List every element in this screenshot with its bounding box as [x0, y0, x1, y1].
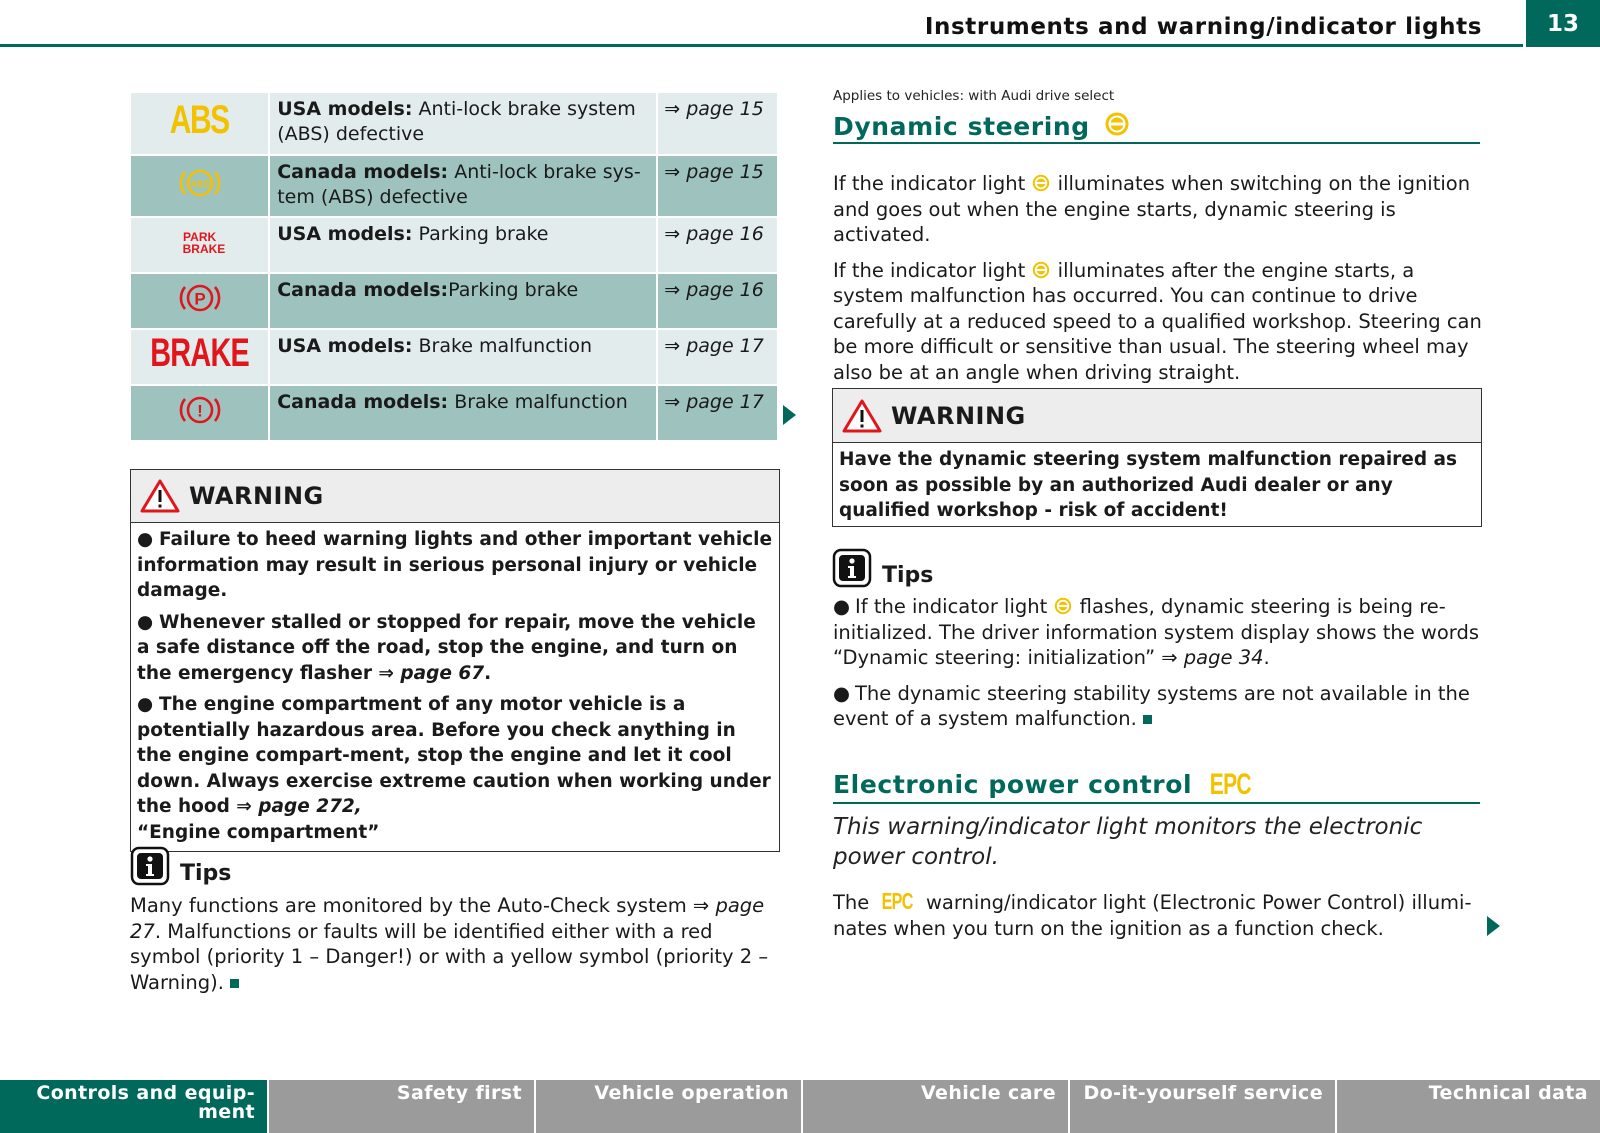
page-ref[interactable]: ⇒ page 15 [657, 155, 777, 217]
svg-text:P: P [193, 289, 206, 308]
abs-usa-icon: ABS [170, 97, 230, 142]
section-title-epc: Electronic power control EPC [833, 768, 1252, 801]
continue-arrow-icon [783, 405, 796, 425]
warning-item: ● Failure to heed warning lights and other important vehicle information may result in serious personal injury or vehicle damage. [137, 529, 773, 601]
indicator-table [131, 93, 777, 442]
left-tips-header [130, 846, 231, 886]
tab-vehicle-operation[interactable]: Vehicle operation [536, 1080, 803, 1133]
steering-wheel-icon [1031, 173, 1051, 193]
page-ref[interactable]: ⇒ page 17 [657, 329, 777, 385]
epc-intro: This warning/indicator light monitors the electronic power control. [833, 814, 1423, 870]
warning-title: WARNING [891, 401, 1026, 430]
warning-header [131, 470, 779, 523]
tab-do-it-yourself-service[interactable]: Do-it-yourself service [1070, 1080, 1337, 1133]
brake-usa-icon: BRAKE [150, 331, 250, 375]
table-row: ! Canada models: Brake malfunction ⇒ page 17 [131, 385, 777, 441]
tab-technical-data[interactable]: Technical data [1337, 1080, 1600, 1133]
left-tips-text: Many functions are monitored by the Auto-Check system ⇒ page 27. Malfunctions or faults will be identified either with a red symbol (priority 1 – Danger!) or with a yellow symbol (priority 2 – Warning). [130, 894, 769, 994]
steering-wheel-icon [1053, 596, 1073, 616]
page-ref[interactable]: ⇒ page 15 [657, 93, 777, 155]
warning-header [833, 389, 1481, 443]
end-mark-icon [230, 979, 239, 988]
right-tips-header [832, 548, 933, 588]
tab-controls-and-equipment[interactable]: Controls and equip- ment [0, 1080, 269, 1133]
section-rule [833, 802, 1480, 804]
table-row: (ABS) Canada models: Anti-lock brake sys-tem (ABS) defective ⇒ page 15 [131, 155, 777, 217]
table-row: BRAKE USA models: Brake malfunction ⇒ page 17 [131, 329, 777, 385]
right-tips-text: ● If the indicator light flashes, dynamic steering is being re-initialized. The driver information system display shows the words “Dynamic steering: initialization” ⇒ page 34. ● The dynamic steering stability systems are not available in the event of a system malfunction. [833, 595, 1480, 730]
brake-canada-icon [178, 391, 222, 429]
park-brake-canada-icon [178, 279, 222, 317]
right-warning-box [832, 388, 1482, 527]
tab-vehicle-care[interactable]: Vehicle care [803, 1080, 1070, 1133]
park-brake-usa-icon: PARK BRAKE [182, 229, 226, 256]
warning-triangle-icon [139, 478, 181, 514]
dynamic-steering-text: If the indicator light illuminates when switching on the ignition and goes out when the engine starts, dynamic steering is activated. If the indicator light illuminates after the engine starts, a system malfunction has occurred. You can continue to drive carefully at a reduced speed to a qualified workshop. Steering can be more difficult or sensitive than usual. The steering wheel may also be at an angle when driving straight. [833, 172, 1482, 384]
continue-arrow-icon [1487, 916, 1500, 936]
section-title-dynamic-steering: Dynamic steering [833, 110, 1131, 141]
table-row: PARK BRAKE USA models: Parking brake ⇒ page 16 [131, 217, 777, 273]
epc-icon: EPC [1210, 768, 1252, 801]
end-mark-icon [1143, 715, 1152, 724]
page-ref[interactable]: ⇒ page 17 [657, 385, 777, 441]
epc-icon: EPC [882, 888, 914, 914]
info-icon [130, 846, 170, 886]
page-ref[interactable]: page 272, [258, 796, 362, 817]
steering-wheel-icon [1031, 260, 1051, 280]
page-title: Instruments and warning/indicator lights [924, 14, 1482, 40]
left-warning-box [130, 469, 780, 852]
page-ref[interactable]: ⇒ page 16 [657, 273, 777, 329]
warning-item: ● Whenever stalled or stopped for repair, move the vehicle a safe distance off the road, stop the engine, and turn on the emergency flasher ⇒ page 67. [137, 611, 756, 684]
footer-nav [0, 1080, 1600, 1133]
info-icon [832, 548, 872, 588]
tab-safety-first[interactable]: Safety first [269, 1080, 536, 1133]
applies-note: Applies to vehicles: with Audi drive select [833, 88, 1115, 104]
warning-body: Have the dynamic steering system malfunction repaired as soon as possible by an authorized Audi dealer or any qualified workshop - risk of accident! [839, 449, 1458, 521]
svg-text:!: ! [196, 401, 203, 420]
warning-item: ● The engine compartment of any motor vehicle is a potentially hazardous area. Before you check anything in the engine compart-ment, stop the engine and let it cool down. Always exercise extreme caution when working under the hood ⇒ page 272, “Engine compartment” [137, 694, 771, 843]
page-ref[interactable]: ⇒ page 16 [657, 217, 777, 273]
table-row: ABS USA models: Anti-lock brake system (ABS) defective ⇒ page 15 [131, 93, 777, 155]
page-ref[interactable]: page 27 [130, 894, 765, 943]
section-rule [833, 142, 1480, 144]
warning-triangle-icon [841, 398, 883, 434]
svg-text:(ABS): (ABS) [187, 178, 213, 189]
tips-title: Tips [180, 861, 232, 886]
epc-text: The EPC warning/indicator light (Electronic Power Control) illumi-nates when you turn on the ignition as a function check. [833, 888, 1472, 940]
warning-body [131, 523, 779, 851]
abs-canada-icon [178, 164, 222, 202]
header-rule [0, 44, 1523, 47]
page-ref[interactable]: page 34 [1183, 646, 1264, 669]
page-ref[interactable]: page 67 [400, 662, 485, 684]
warning-title: WARNING [189, 482, 324, 510]
page-number: 13 [1526, 0, 1600, 47]
steering-wheel-icon [1103, 110, 1131, 138]
table-row: P Canada models:Parking brake ⇒ page 16 [131, 273, 777, 329]
tips-title: Tips [882, 563, 934, 588]
